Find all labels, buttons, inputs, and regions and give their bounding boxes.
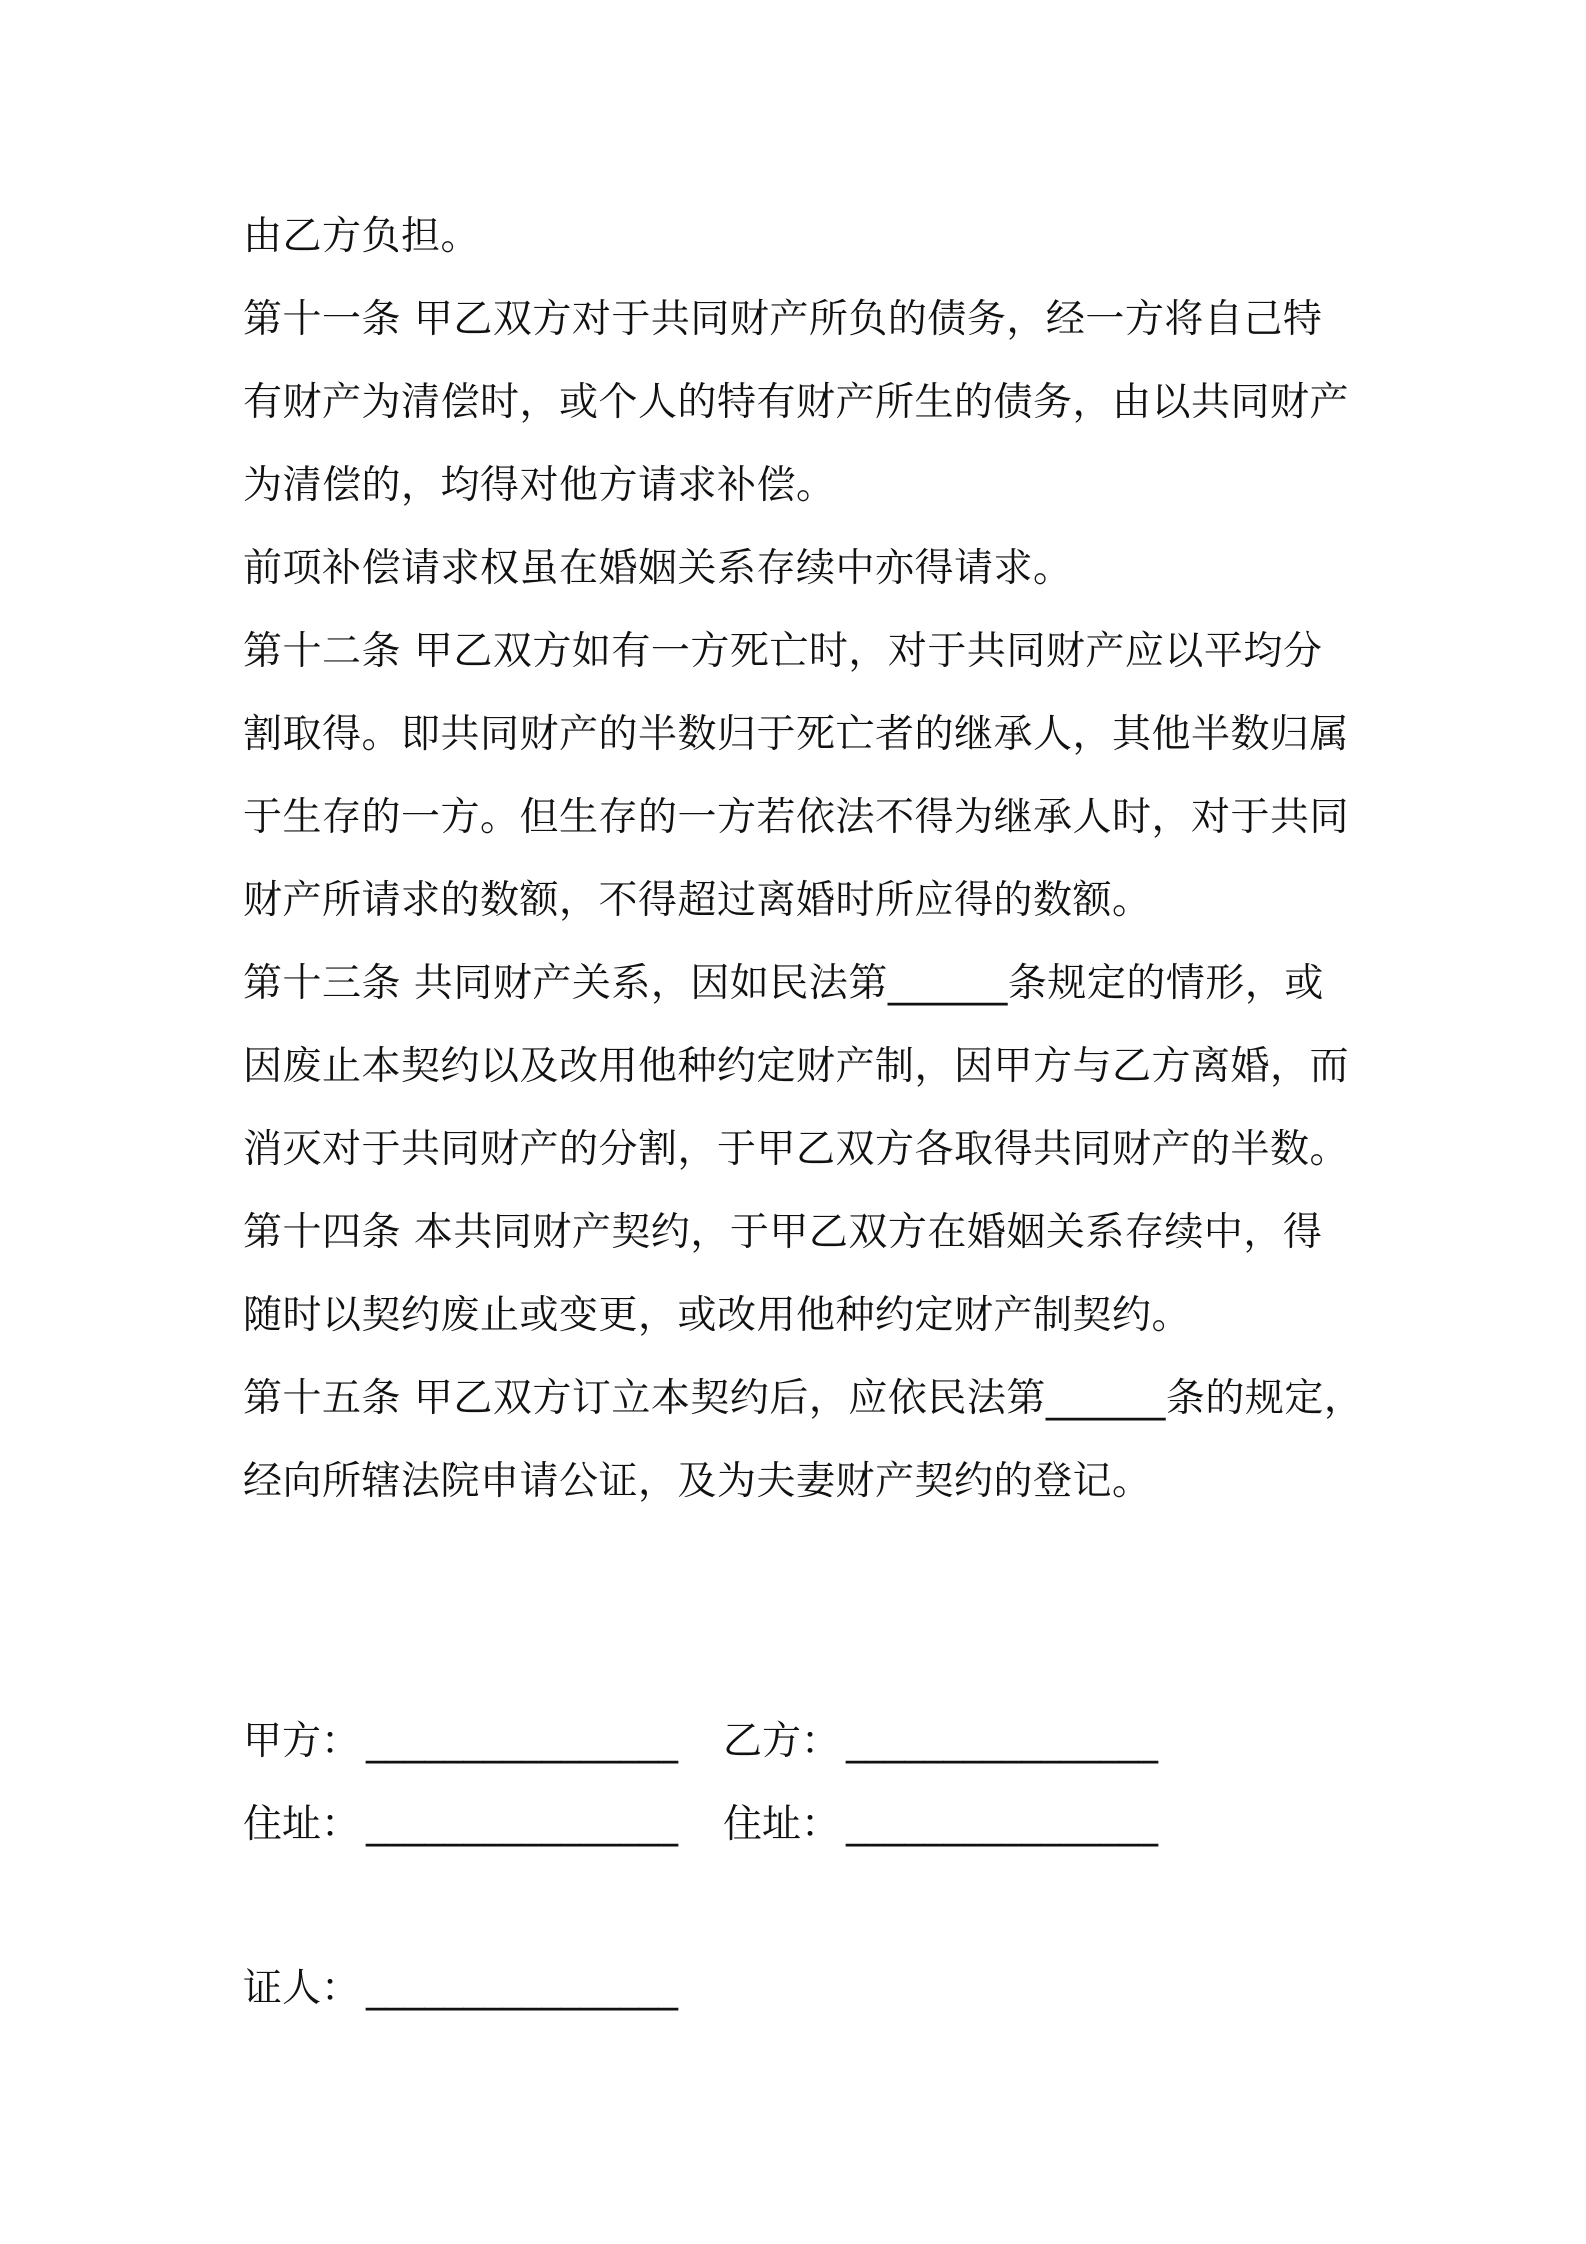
witness-field — [243, 1947, 678, 2030]
article-14-line: 第十四条 本共同财产契约，于甲乙双方在婚姻关系存续中，得 — [243, 1210, 1323, 1255]
address-row — [243, 1783, 1383, 1866]
party-b-blank: ________________ — [846, 1719, 1159, 1764]
article-15-line: 第十五条 甲乙双方订立本契约后，应依民法第______条的规定， — [243, 1376, 1364, 1421]
text-line: 由乙方负担。 — [243, 214, 481, 259]
party-a-blank: ________________ — [366, 1719, 679, 1764]
address-a-blank: ________________ — [366, 1802, 679, 1847]
text-line: 割取得。即共同财产的半数归于死亡者的继承人，其他半数归属 — [243, 712, 1350, 757]
party-b-label: 乙方： — [723, 1719, 841, 1764]
party-a-field — [243, 1700, 723, 1783]
party-row — [243, 1700, 1383, 1783]
article-11-line: 第十一条 甲乙双方对于共同财产所负的债务，经一方将自己特 — [243, 297, 1323, 342]
party-a-label: 甲方： — [243, 1719, 361, 1764]
article-12-line: 第十二条 甲乙双方如有一方死亡时，对于共同财产应以平均分 — [243, 629, 1323, 674]
text-line: 因废止本契约以及改用他种约定财产制，因甲方与乙方离婚，而 — [243, 1044, 1350, 1089]
text-line: 前项补偿请求权虽在婚姻关系存续中亦得请求。 — [243, 546, 1073, 591]
address-b-field — [723, 1783, 1203, 1866]
address-a-label: 住址： — [243, 1802, 361, 1847]
text-line: 有财产为清偿时，或个人的特有财产所生的债务，由以共同财产 — [243, 380, 1350, 425]
text-line: 财产所请求的数额，不得超过离婚时所应得的数额。 — [243, 878, 1152, 923]
signature-block — [243, 1700, 1383, 1866]
text-line: 随时以契约废止或变更，或改用他种约定财产制契约。 — [243, 1293, 1192, 1338]
witness-label: 证人： — [243, 1966, 361, 2011]
contract-body — [243, 195, 1383, 1523]
text-line: 消灭对于共同财产的分割，于甲乙双方各取得共同财产的半数。 — [243, 1127, 1350, 1172]
text-line: 为清偿的，均得对他方请求补偿。 — [243, 463, 836, 508]
article-13-line: 第十三条 共同财产关系，因如民法第______条规定的情形，或 — [243, 961, 1324, 1006]
address-b-label: 住址： — [723, 1802, 841, 1847]
address-a-field — [243, 1783, 723, 1866]
party-b-field — [723, 1700, 1203, 1783]
address-b-blank: ________________ — [846, 1802, 1159, 1847]
text-line: 经向所辖法院申请公证，及为夫妻财产契约的登记。 — [243, 1459, 1152, 1504]
witness-blank: ________________ — [366, 1966, 679, 2011]
text-line: 于生存的一方。但生存的一方若依法不得为继承人时，对于共同 — [243, 795, 1350, 840]
